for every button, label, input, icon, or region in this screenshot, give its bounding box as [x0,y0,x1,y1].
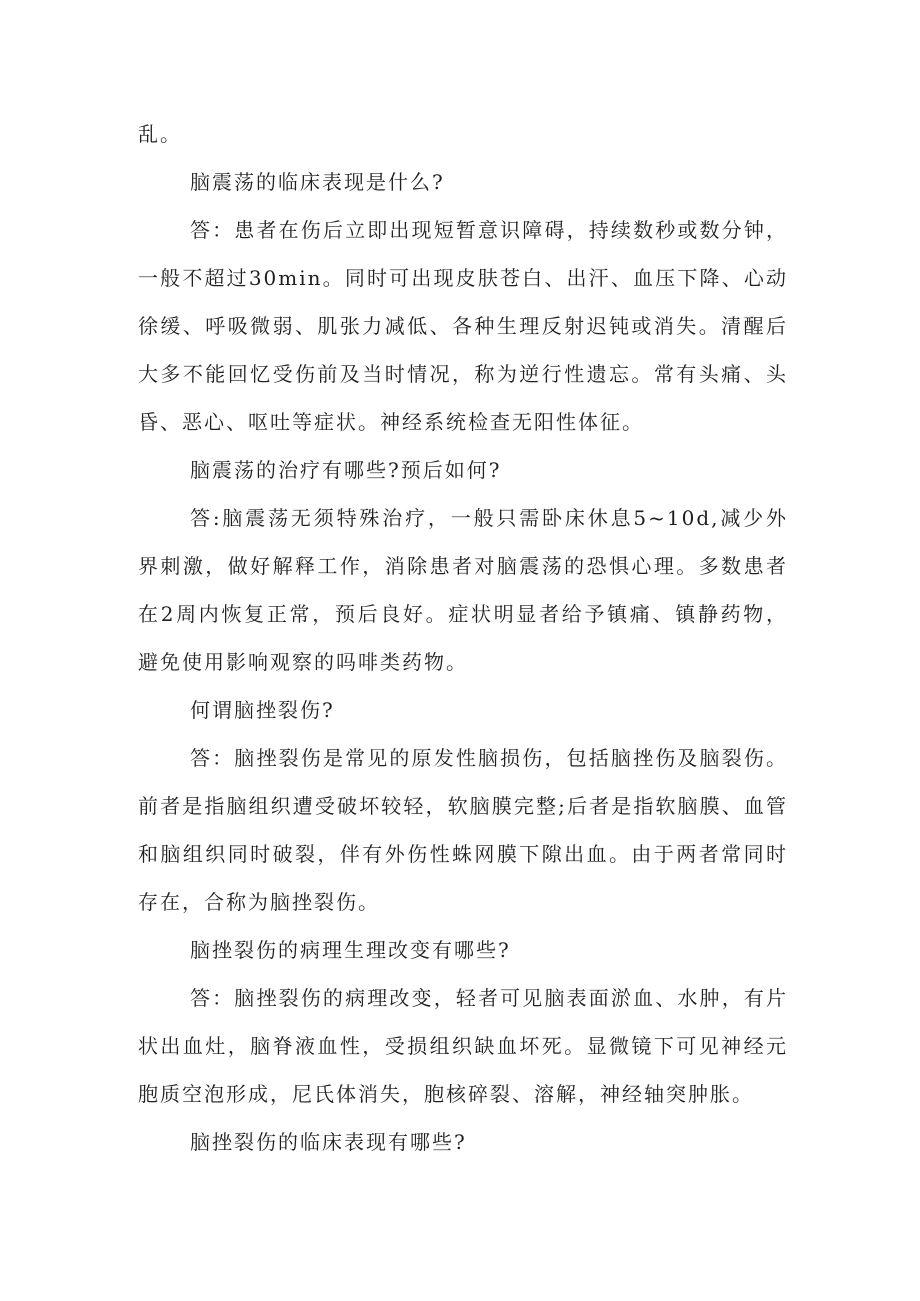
question-concussion-symptoms: 脑震荡的临床表现是什么? [190,170,445,194]
document-body [138,110,788,1166]
question-contusion-pathology: 脑挫裂伤的病理生理改变有哪些? [190,938,511,962]
question-concussion-treatment: 脑震荡的治疗有哪些?预后如何? [190,458,502,482]
question-contusion-definition: 何谓脑挫裂伤? [190,698,335,722]
answer-contusion-pathology: 答：脑挫裂伤的病理改变，轻者可见脑表面淤血、水肿，有片状出血灶，脑脊液血性，受损组织缺血坏死。显微镜下可见神经元胞质空泡形成，尼氏体消失，胞核碎裂、溶解，神经轴突肿胀。 [138,986,788,1106]
question-contusion-symptoms: 脑挫裂伤的临床表现有哪些? [190,1130,467,1154]
answer-concussion-symptoms: 答：患者在伤后立即出现短暂意识障碍，持续数秒或数分钟，一般不超过30min。同时可出现皮肤苍白、出汗、血压下降、心动徐缓、呼吸微弱、肌张力减低、各种生理反射迟钝或消失。清醒后大多不能回忆受伤前及当时情况，称为逆行性遗忘。常有头痛、头昏、恶心、呕吐等症状。神经系统检查无阳性体征。 [138,218,788,434]
paragraph-continuation: 乱。 [138,122,182,146]
answer-concussion-treatment: 答:脑震荡无须特殊治疗，一般只需卧床休息5~10d,减少外界刺激，做好解释工作，消除患者对脑震荡的恐惧心理。多数患者在2周内恢复正常，预后良好。症状明显者给予镇痛、镇静药物，避免使用影响观察的吗啡类药物。 [138,506,788,674]
answer-contusion-definition: 答：脑挫裂伤是常见的原发性脑损伤，包括脑挫伤及脑裂伤。前者是指脑组织遭受破坏较轻，软脑膜完整;后者是指软脑膜、血管和脑组织同时破裂，伴有外伤性蛛网膜下隙出血。由于两者常同时存在，合称为脑挫裂伤。 [138,746,788,914]
